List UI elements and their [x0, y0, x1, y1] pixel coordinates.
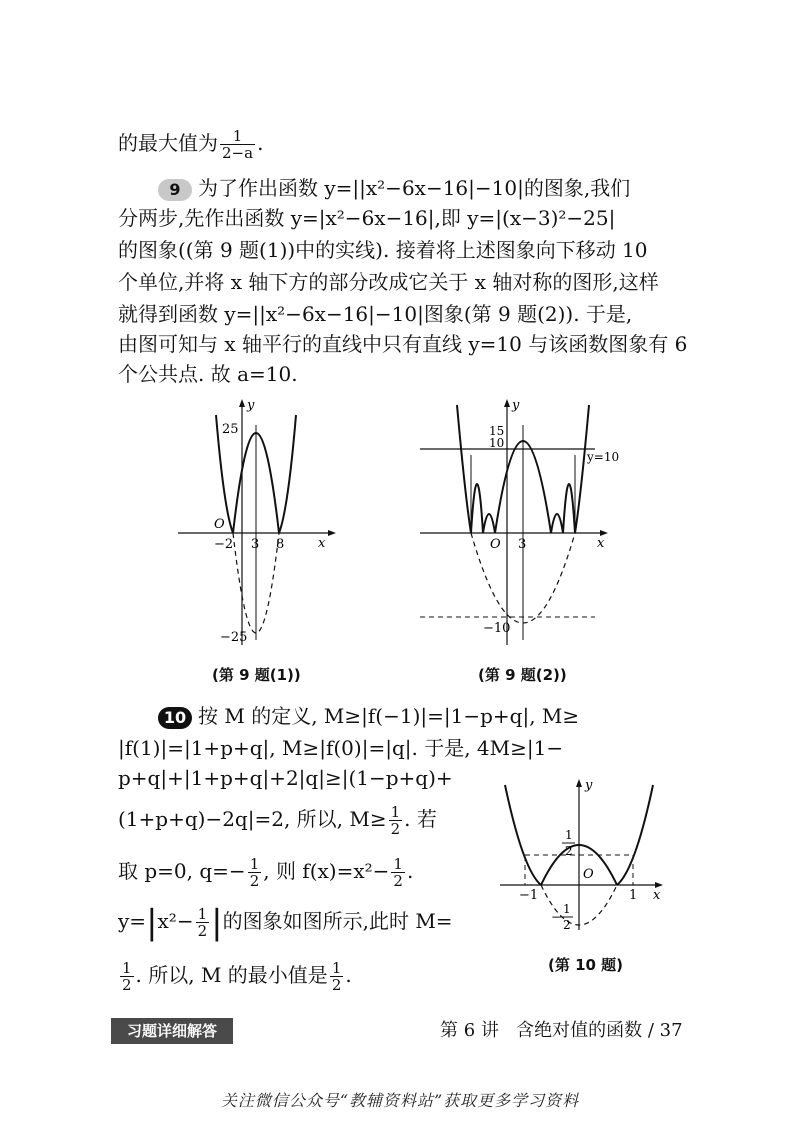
text: 按 M 的定义, M≥|f(−1)|=|1−p+q|, M≥ [198, 704, 580, 728]
running-footer [440, 1018, 683, 1044]
frac-num: 1 [220, 128, 255, 145]
fraction-half: $\frac{1}{2}$ [197, 905, 208, 940]
x-label: x [653, 888, 661, 903]
figure-10-caption: (第 10 题) [548, 956, 624, 974]
half-num: 1 [565, 828, 573, 842]
y-axis-arrow [504, 399, 510, 407]
text: 就得到函数 y=||x²−6x−16|−10|图象(第 9 题(2)). 于是, [118, 302, 633, 326]
fraction-half: $\frac{1}{2}$ [393, 855, 403, 890]
text: 取 p=0, q=− [118, 859, 246, 883]
text: . [257, 131, 264, 155]
text: 的图象如图所示,此时 M= [222, 909, 453, 933]
text: . [345, 963, 352, 987]
chapter-title: 含绝对值的函数 [516, 1020, 643, 1041]
watermark: 关注微信公众号“教辅资料站”获取更多学习资料 [220, 1091, 580, 1110]
figure-9-2-caption: (第 9 题(2)) [478, 666, 567, 684]
frac-den: 2−a [222, 144, 254, 162]
right-small-arch [563, 484, 575, 533]
fraction-half: $\frac{1}{2}$ [331, 959, 342, 994]
tick-neg2: −2 [214, 537, 234, 552]
problem-9-line-3 [118, 236, 648, 264]
text: x²− [157, 909, 194, 933]
problem-9-line-2 [118, 204, 615, 232]
half-den: 2 [565, 844, 573, 858]
lecture-number: 第 6 讲 [440, 1020, 499, 1041]
x-label: x [318, 536, 326, 551]
tick-neg25: −25 [220, 630, 248, 645]
abs-bar-right: | [211, 902, 223, 943]
neg-sign: − [551, 910, 562, 924]
left-branch [505, 785, 541, 885]
neg-half-num: 1 [563, 902, 571, 916]
text: . 所以, M 的最小值是 [135, 963, 328, 987]
problem-10-line-2 [118, 734, 563, 762]
text: |f(1)|=|1+p+q|, M≥|f(0)|=|q|. 于是, 4M≥|1− [118, 736, 564, 760]
y-axis-arrow [576, 779, 582, 787]
text: 个单位,并将 x 轴下方的部分改成它关于 x 轴对称的图形,这样 [118, 270, 659, 294]
origin-label: O [214, 517, 225, 532]
fraction-half: $\frac{1}{2}$ [122, 959, 132, 994]
problem-9-line-7 [118, 360, 298, 388]
fraction-half: $\frac{1}{2}$ [249, 855, 260, 890]
problem-number-badge: 10 [158, 707, 192, 729]
tick-neg10: −10 [483, 621, 511, 636]
right-dip [551, 514, 563, 533]
text: 的图象((第 9 题(1))中的实线). 接着将上述图象向下移动 10 [118, 238, 648, 262]
text: (1+p+q)−2q|=2, 所以, M≥ [118, 807, 387, 831]
figure-9-2 [415, 395, 620, 655]
text: p+q|+|1+p+q|+2|q|≥|(1−p+q)+ [118, 766, 453, 790]
tick-3: 3 [518, 537, 527, 552]
y-label: y [247, 398, 255, 413]
figure-10 [495, 775, 670, 935]
tick-3: 3 [251, 537, 260, 552]
separator: / [647, 1020, 654, 1041]
x-label: x [597, 536, 605, 551]
left-branch [457, 405, 471, 533]
neg-half-den: 2 [563, 918, 571, 932]
abs-bar-left: | [146, 902, 158, 943]
problem-9-line-1 [158, 174, 630, 202]
text: 由图可知与 x 轴平行的直线中只有直线 y=10 与该函数图象有 6 [118, 332, 688, 356]
text: 为了作出函数 y=||x²−6x−16|−10|的图象,我们 [198, 176, 631, 200]
page-number: 37 [659, 1020, 683, 1041]
left-dip [483, 514, 495, 533]
text: . [406, 859, 414, 883]
fraction-half: $\frac{1}{2}$ [390, 803, 401, 838]
problem-9-line-4 [118, 268, 659, 296]
tick-15: 15 [489, 424, 505, 438]
right-branch [575, 405, 589, 533]
problem-10-line-7 [118, 960, 352, 993]
y-axis-arrow [239, 399, 245, 407]
tick-25: 25 [222, 422, 239, 437]
figure-9-1-caption: (第 9 题(1)) [212, 666, 301, 684]
tick-neg1: −1 [519, 888, 539, 903]
tick-1: 1 [629, 888, 638, 903]
text: 的最大值为 [118, 131, 218, 155]
text: . 若 [404, 807, 437, 831]
prev-answer-line [118, 128, 263, 161]
text: 个公共点. 故 a=10. [118, 362, 298, 386]
problem-10-line-5 [118, 856, 413, 889]
text: , 则 f(x)=x²− [263, 859, 390, 883]
text: 分两步,先作出函数 y=|x²−6x−16|,即 y=|(x−3)²−25| [118, 206, 616, 230]
tick-8: 8 [276, 537, 285, 552]
tick-10: 10 [489, 436, 505, 450]
problem-10-line-6 [118, 902, 453, 943]
x-axis-arrow [328, 530, 336, 536]
right-branch [617, 785, 653, 885]
origin-label: O [490, 537, 501, 552]
figure-9-1 [170, 395, 340, 655]
left-small-arch [471, 484, 483, 533]
right-branch [279, 415, 296, 533]
y-label: y [585, 778, 593, 793]
problem-10-line-1 [158, 702, 579, 730]
problem-9-line-5 [118, 300, 632, 328]
y-label: y [512, 398, 520, 413]
problem-9-line-6 [118, 330, 687, 358]
fraction [220, 128, 255, 161]
problem-10-line-3 [118, 764, 453, 792]
text: y= [118, 909, 147, 933]
section-tag: 习题详细解答 [111, 1018, 233, 1044]
line-label: y=10 [587, 450, 620, 464]
problem-10-line-4 [118, 804, 437, 837]
problem-number-badge: 9 [158, 179, 192, 201]
origin-label: O [583, 867, 594, 882]
